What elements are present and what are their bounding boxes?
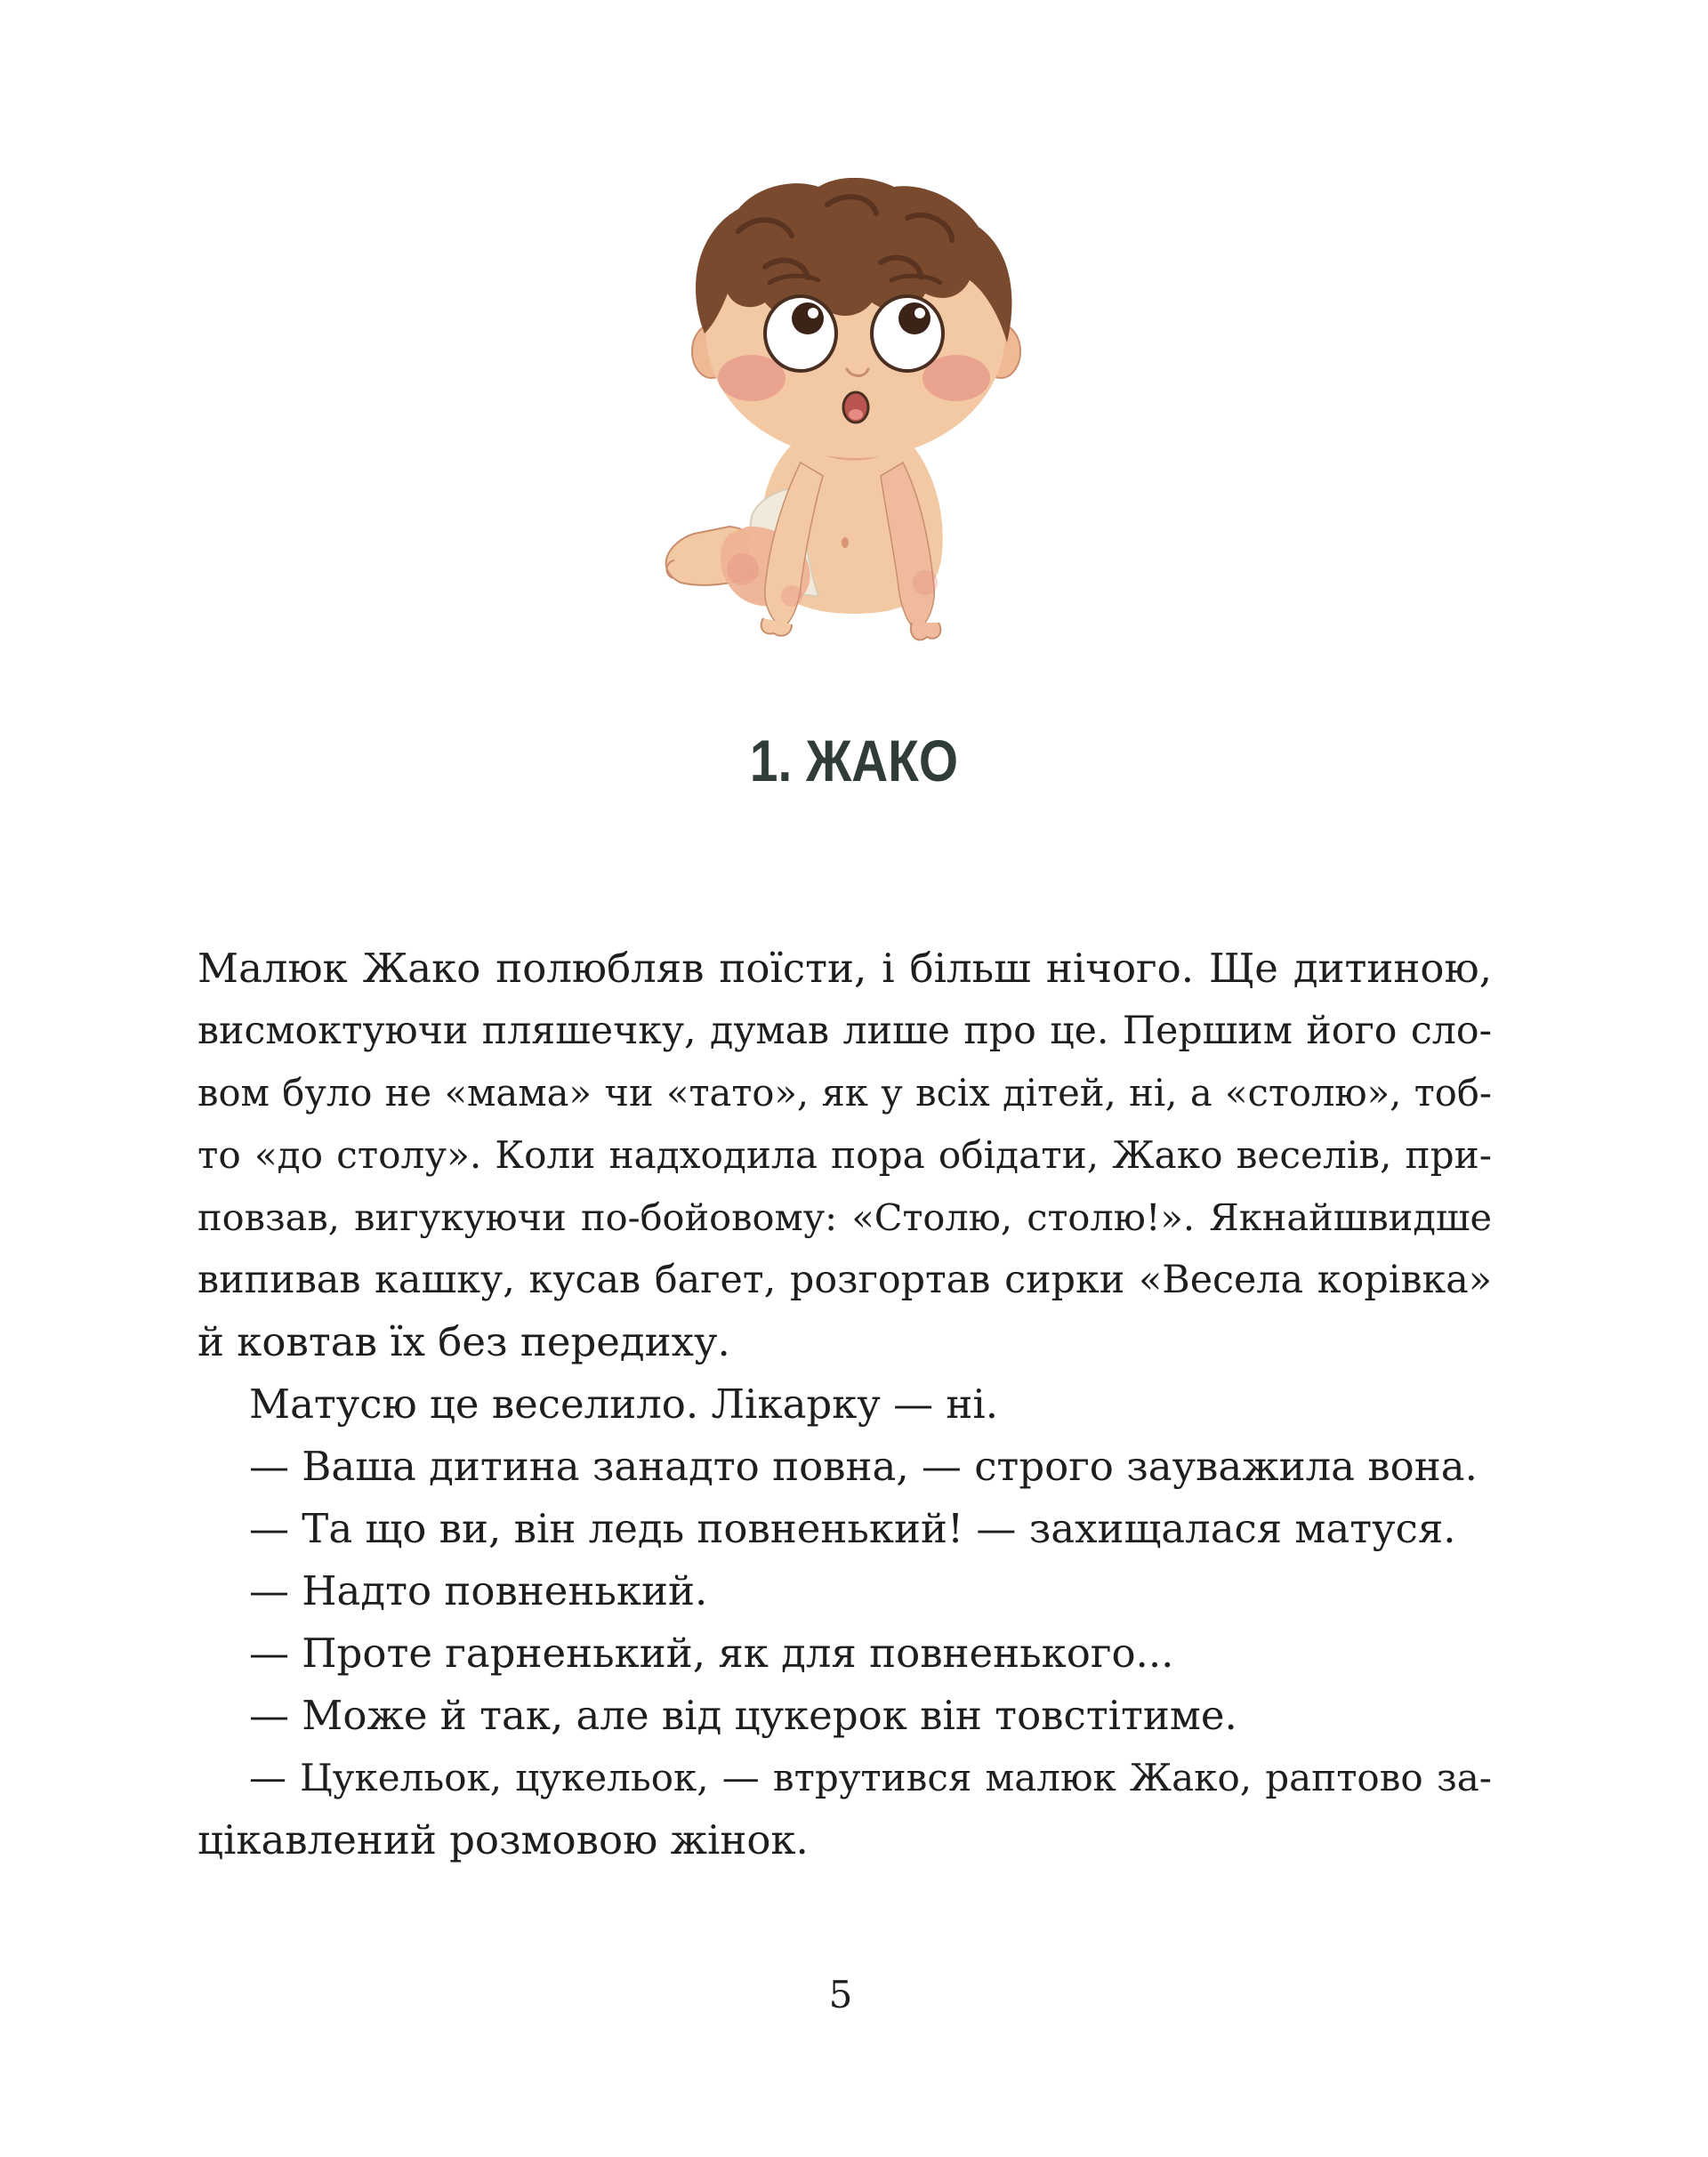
baby-right-hand — [911, 623, 941, 640]
chapter-title: 1. ЖАКО — [749, 728, 959, 793]
chapter-text — [197, 938, 1492, 1871]
text-line: випивав кашку, кусав багет, розгортав сирки «Весела корівка» — [197, 1258, 1492, 1302]
text-line: — Проте гарненький, як для повненького... — [249, 1630, 1174, 1677]
text-line: — Цукельок, цукельок, — втрутився малюк Жако, раптово за- — [249, 1756, 1492, 1799]
text-line: й ковтав їх без передиху. — [197, 1318, 730, 1365]
baby-left-pupil — [792, 302, 824, 334]
baby-belly-button — [842, 537, 849, 548]
text-line: Малюк Жако полюбляв поїсти, і більш нічого. Ще дитиною, — [197, 945, 1492, 992]
text-line: то «до столу». Коли надходила пора обідати, Жако веселів, при- — [197, 1133, 1492, 1177]
text-line: цікавлений розмовою жінок. — [197, 1816, 809, 1863]
text-line: — Надто повненький. — [249, 1567, 708, 1614]
text-line: — Ваша дитина занадто повна, — строго зауважила вона. — [249, 1443, 1478, 1490]
baby-right-pupil — [898, 302, 931, 334]
text-line: висмоктуючи пляшечку, думав лише про це. Першим його сло- — [197, 1009, 1492, 1053]
text-line: — Може й так, але від цукерок він товстітиме. — [249, 1692, 1237, 1739]
page-number: 5 — [828, 1973, 853, 2016]
text-line: Матусю це веселило. Лікарку — ні. — [249, 1380, 999, 1428]
text-line: — Та що ви, він ледь повненький! — захищалася матуся. — [249, 1505, 1456, 1552]
text-line: вом було не «мама» чи «тато», як у всіх дітей, ні, а «столю», тоб- — [197, 1071, 1492, 1115]
text-line: повзав, вигукуючи по-бойовому: «Столю, столю!». Якнайшвидше — [197, 1195, 1492, 1239]
baby-illustration — [658, 178, 1050, 685]
